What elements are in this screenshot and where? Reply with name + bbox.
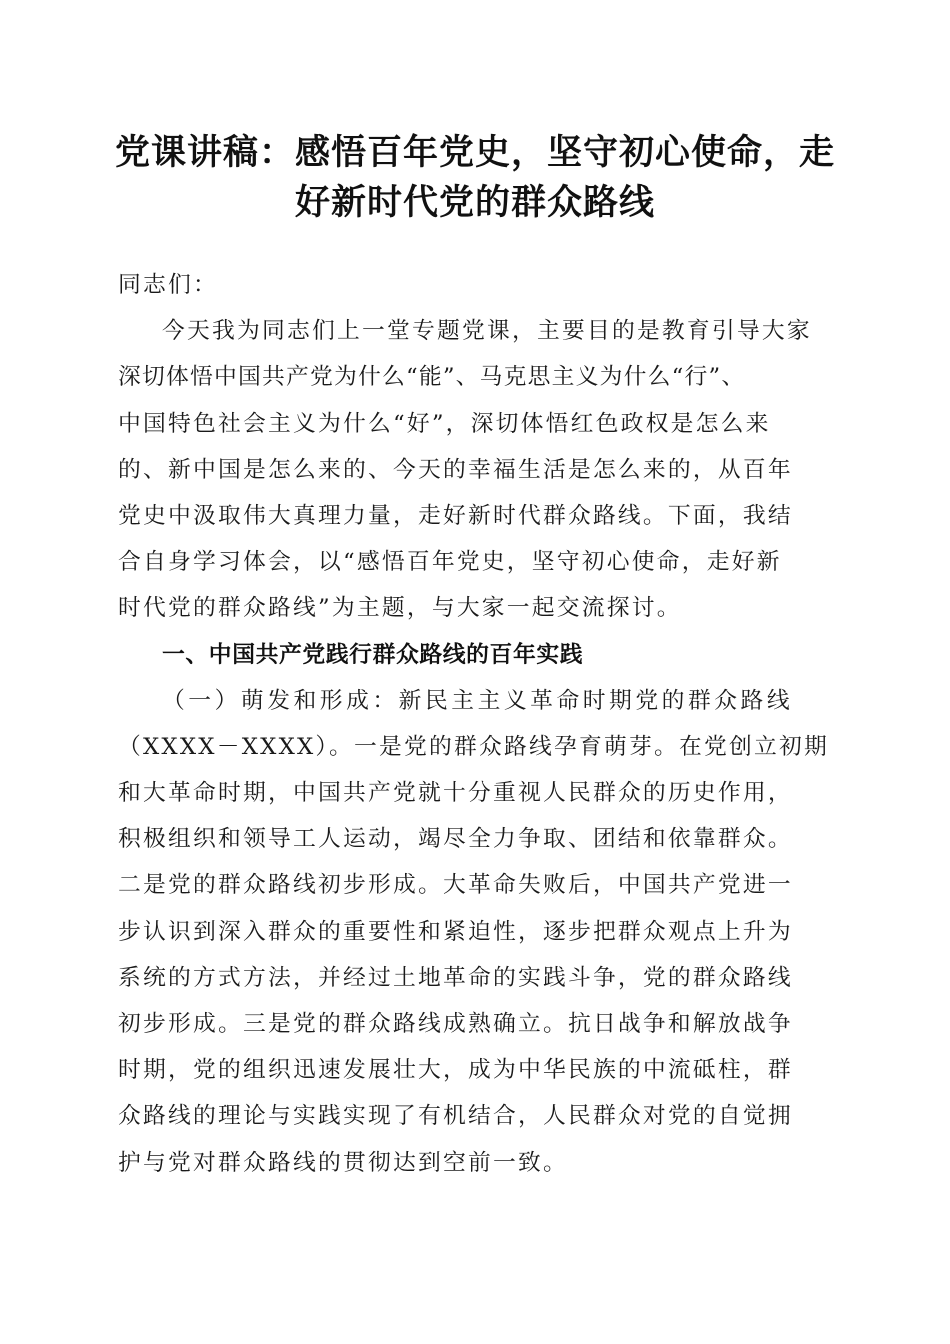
paragraph-line: （XXXX－XXXX）。一是党的群众路线孕育萌芽。在党创立初期 bbox=[118, 733, 829, 760]
paragraph-line: 初步形成。三是党的群众路线成熟确立。抗日战争和解放战争 bbox=[118, 1011, 793, 1037]
title-line-1: 党课讲稿：感悟百年党史，坚守初心使命，走 bbox=[114, 133, 835, 173]
paragraph-line: 中国特色社会主义为什么“好”，深切体悟红色政权是怎么来 bbox=[118, 410, 771, 437]
paragraph-line: 系统的方式方法，并经过土地革命的实践斗争，党的群众路线 bbox=[118, 964, 793, 991]
intro-paragraph bbox=[118, 308, 824, 631]
paragraph-line: 今天我为同志们上一堂专题党课，主要目的是教育引导大家 bbox=[162, 318, 812, 345]
section-heading: 一、中国共产党践行群众路线的百年实践 bbox=[162, 641, 584, 668]
paragraph-line: 和大革命时期，中国共产党就十分重视人民群众的历史作用， bbox=[118, 780, 793, 807]
paragraph-line: 积极组织和领导工人运动，竭尽全力争取、团结和依靠群众。 bbox=[118, 826, 793, 853]
paragraph-line: 的、新中国是怎么来的、今天的幸福生活是怎么来的，从百年 bbox=[118, 456, 793, 483]
paragraph-line: 时代党的群众路线”为主题，与大家一起交流探讨。 bbox=[118, 595, 682, 622]
document-body bbox=[118, 262, 829, 1186]
document-title bbox=[110, 128, 840, 228]
paragraph-line: 众路线的理论与实践实现了有机结合，人民群众对党的自觉拥 bbox=[118, 1103, 793, 1130]
paragraph-line: 护与党对群众路线的贯彻达到空前一致。 bbox=[118, 1149, 568, 1176]
subsection-paragraph bbox=[118, 678, 829, 1186]
paragraph-line: 二是党的群众路线初步形成。大革命失败后，中国共产党进一 bbox=[118, 872, 793, 899]
paragraph-line: 党史中汲取伟大真理力量，走好新时代群众路线。下面，我结 bbox=[118, 502, 793, 529]
paragraph-line: 时期，党的组织迅速发展壮大，成为中华民族的中流砥柱，群 bbox=[118, 1057, 793, 1084]
subsection-heading-line: （一）萌发和形成：新民主主义革命时期党的群众路线 bbox=[162, 687, 794, 714]
paragraph-line: 步认识到深入群众的重要性和紧迫性，逐步把群众观点上升为 bbox=[118, 918, 793, 945]
paragraph-line: 合自身学习体会，以“感悟百年党史，坚守初心使命，走好新 bbox=[118, 549, 782, 576]
paragraph-line: 深切体悟中国共产党为什么“能”、马克思主义为什么“行”、 bbox=[118, 364, 746, 391]
title-line-2: 好新时代党的群众路线 bbox=[294, 183, 655, 223]
salutation: 同志们： bbox=[118, 272, 218, 298]
